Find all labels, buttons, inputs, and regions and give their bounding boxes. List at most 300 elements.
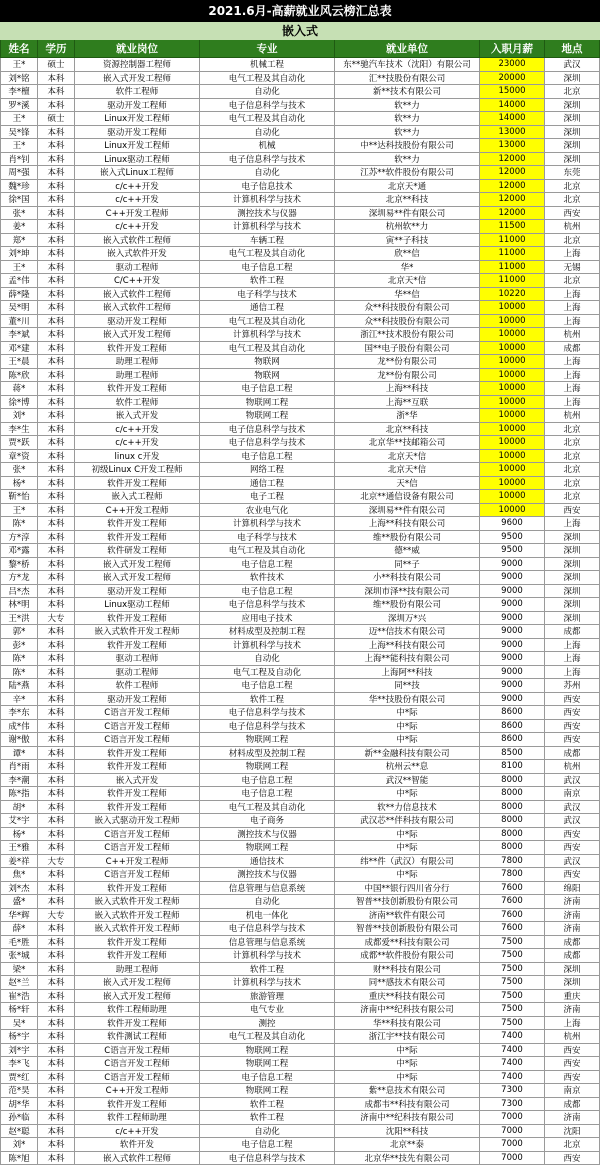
cell-name[interactable]: 董*川 — [0, 315, 38, 329]
cell-name[interactable]: 盛* — [0, 895, 38, 909]
cell-degree[interactable]: 本科 — [38, 234, 75, 248]
cell-location[interactable]: 武汉 — [545, 58, 600, 72]
cell-major[interactable]: 电气工程及其自动化 — [200, 112, 335, 126]
cell-location[interactable]: 济南 — [545, 922, 600, 936]
cell-major[interactable]: 电气工程及其自动化 — [200, 342, 335, 356]
cell-employer[interactable]: 东**驰汽车技术（沈阳）有限公司 — [335, 58, 480, 72]
cell-location[interactable]: 上海 — [545, 315, 600, 329]
cell-location[interactable]: 武汉 — [545, 855, 600, 869]
cell-degree[interactable]: 本科 — [38, 1071, 75, 1085]
cell-major[interactable]: 自动化 — [200, 126, 335, 140]
cell-position[interactable]: c/c++开发 — [75, 193, 200, 207]
cell-salary[interactable]: 7000 — [480, 1138, 545, 1152]
cell-employer[interactable]: 中国**银行四川省分行 — [335, 882, 480, 896]
cell-degree[interactable]: 本科 — [38, 207, 75, 221]
cell-name[interactable]: 毛*胜 — [0, 936, 38, 950]
cell-location[interactable]: 北京 — [545, 490, 600, 504]
cell-location[interactable]: 深圳 — [545, 571, 600, 585]
cell-employer[interactable]: 中*际 — [335, 841, 480, 855]
cell-major[interactable]: 电子信息工程 — [200, 261, 335, 275]
cell-employer[interactable]: 天*信 — [335, 477, 480, 491]
cell-name[interactable]: 吴* — [0, 1017, 38, 1031]
cell-salary[interactable]: 9000 — [480, 625, 545, 639]
cell-name[interactable]: 王*洪 — [0, 612, 38, 626]
cell-location[interactable]: 深圳 — [545, 139, 600, 153]
cell-position[interactable]: 驱动开发工程师 — [75, 99, 200, 113]
cell-salary[interactable]: 10220 — [480, 288, 545, 302]
cell-salary[interactable]: 11000 — [480, 247, 545, 261]
cell-location[interactable]: 上海 — [545, 517, 600, 531]
cell-salary[interactable]: 8600 — [480, 706, 545, 720]
cell-location[interactable]: 上海 — [545, 396, 600, 410]
cell-name[interactable]: 邓*露 — [0, 544, 38, 558]
cell-name[interactable]: 赵*聪 — [0, 1125, 38, 1139]
cell-degree[interactable]: 本科 — [38, 949, 75, 963]
cell-location[interactable]: 沈阳 — [545, 1125, 600, 1139]
cell-name[interactable]: 陈* — [0, 666, 38, 680]
cell-location[interactable]: 北京 — [545, 180, 600, 194]
cell-salary[interactable]: 8100 — [480, 760, 545, 774]
cell-position[interactable]: 软件开发工程师 — [75, 936, 200, 950]
cell-degree[interactable]: 本科 — [38, 679, 75, 693]
cell-location[interactable]: 济南 — [545, 1003, 600, 1017]
cell-location[interactable]: 北京 — [545, 274, 600, 288]
cell-degree[interactable]: 本科 — [38, 274, 75, 288]
cell-salary[interactable]: 10000 — [480, 409, 545, 423]
cell-position[interactable]: 软件开发工程师 — [75, 342, 200, 356]
cell-employer[interactable]: 成都韦**科技有限公司 — [335, 1098, 480, 1112]
cell-degree[interactable]: 本科 — [38, 1003, 75, 1017]
cell-degree[interactable]: 本科 — [38, 720, 75, 734]
cell-position[interactable]: 嵌入式开发 — [75, 409, 200, 423]
cell-position[interactable]: C语言开发工程师 — [75, 706, 200, 720]
cell-employer[interactable]: 华**信 — [335, 288, 480, 302]
cell-name[interactable]: 张* — [0, 463, 38, 477]
cell-position[interactable]: Linux开发工程师 — [75, 112, 200, 126]
cell-name[interactable]: 彭* — [0, 639, 38, 653]
cell-salary[interactable]: 7600 — [480, 922, 545, 936]
cell-name[interactable]: 华*辉 — [0, 909, 38, 923]
cell-major[interactable]: 物联网工程 — [200, 1084, 335, 1098]
cell-position[interactable]: C++开发工程师 — [75, 504, 200, 518]
cell-employer[interactable]: 国**电子股份有限公司 — [335, 342, 480, 356]
cell-name[interactable]: 郑* — [0, 234, 38, 248]
cell-salary[interactable]: 11000 — [480, 261, 545, 275]
cell-employer[interactable]: 欣**信 — [335, 247, 480, 261]
cell-position[interactable]: 嵌入式工程师 — [75, 490, 200, 504]
cell-degree[interactable]: 本科 — [38, 598, 75, 612]
cell-major[interactable]: 软件工程 — [200, 1098, 335, 1112]
cell-location[interactable]: 成都 — [545, 949, 600, 963]
cell-major[interactable]: 测控技术与仪器 — [200, 207, 335, 221]
cell-degree[interactable]: 本科 — [38, 936, 75, 950]
cell-major[interactable]: 通信工程 — [200, 477, 335, 491]
cell-location[interactable]: 成都 — [545, 936, 600, 950]
cell-employer[interactable]: 北京天*信 — [335, 450, 480, 464]
cell-major[interactable]: 自动化 — [200, 166, 335, 180]
cell-degree[interactable]: 本科 — [38, 571, 75, 585]
cell-location[interactable]: 深圳 — [545, 544, 600, 558]
cell-position[interactable]: 软件工程师 — [75, 396, 200, 410]
cell-salary[interactable]: 10000 — [480, 355, 545, 369]
cell-name[interactable]: 陈* — [0, 517, 38, 531]
cell-major[interactable]: 电气工程及其自动化 — [200, 315, 335, 329]
cell-salary[interactable]: 10000 — [480, 463, 545, 477]
cell-employer[interactable]: 深圳易**件有限公司 — [335, 207, 480, 221]
cell-employer[interactable]: 中*际 — [335, 720, 480, 734]
cell-position[interactable]: C语言开发工程师 — [75, 1057, 200, 1071]
cell-degree[interactable]: 大专 — [38, 855, 75, 869]
cell-employer[interactable]: 深圳易**件有限公司 — [335, 504, 480, 518]
cell-name[interactable]: 杨*轩 — [0, 1003, 38, 1017]
cell-major[interactable]: 机械工程 — [200, 58, 335, 72]
cell-degree[interactable]: 本科 — [38, 355, 75, 369]
cell-employer[interactable]: 深圳万*兴 — [335, 612, 480, 626]
cell-position[interactable]: 软件工程师助理 — [75, 1111, 200, 1125]
cell-major[interactable]: 物联网工程 — [200, 760, 335, 774]
cell-name[interactable]: 谢*傲 — [0, 733, 38, 747]
cell-name[interactable]: 肖*钊 — [0, 153, 38, 167]
cell-location[interactable]: 西安 — [545, 1057, 600, 1071]
cell-salary[interactable]: 7600 — [480, 909, 545, 923]
cell-salary[interactable]: 9000 — [480, 612, 545, 626]
cell-major[interactable]: 农业电气化 — [200, 504, 335, 518]
cell-name[interactable]: 王* — [0, 504, 38, 518]
cell-degree[interactable]: 本科 — [38, 882, 75, 896]
cell-name[interactable]: 陈* — [0, 652, 38, 666]
cell-major[interactable]: 自动化 — [200, 1125, 335, 1139]
cell-location[interactable]: 杭州 — [545, 1030, 600, 1044]
cell-name[interactable]: 孟*伟 — [0, 274, 38, 288]
cell-salary[interactable]: 11500 — [480, 220, 545, 234]
cell-location[interactable]: 上海 — [545, 652, 600, 666]
cell-employer[interactable]: 龙**份有限公司 — [335, 369, 480, 383]
cell-position[interactable]: 嵌入式软件开发 — [75, 247, 200, 261]
cell-major[interactable]: 电气工程及其自动化 — [200, 544, 335, 558]
cell-location[interactable]: 北京 — [545, 477, 600, 491]
cell-position[interactable]: C语言开发工程师 — [75, 1071, 200, 1085]
cell-salary[interactable]: 9600 — [480, 517, 545, 531]
cell-name[interactable]: 刘* — [0, 409, 38, 423]
cell-employer[interactable]: 杭州软**力 — [335, 220, 480, 234]
cell-position[interactable]: 软件开发工程师 — [75, 1017, 200, 1031]
cell-name[interactable]: 徐*国 — [0, 193, 38, 207]
cell-employer[interactable]: 上海**科技有限公司 — [335, 517, 480, 531]
cell-major[interactable]: 物联网工程 — [200, 733, 335, 747]
cell-degree[interactable]: 本科 — [38, 369, 75, 383]
cell-position[interactable]: C语言开发工程师 — [75, 868, 200, 882]
cell-location[interactable]: 杭州 — [545, 220, 600, 234]
cell-position[interactable]: C/C++开发 — [75, 274, 200, 288]
cell-major[interactable]: 物联网 — [200, 355, 335, 369]
cell-salary[interactable]: 9500 — [480, 544, 545, 558]
cell-major[interactable]: 电子信息科学与技术 — [200, 436, 335, 450]
cell-position[interactable]: 助理工程师 — [75, 355, 200, 369]
cell-degree[interactable]: 本科 — [38, 166, 75, 180]
cell-name[interactable]: 胡*华 — [0, 1098, 38, 1112]
cell-major[interactable]: 网络工程 — [200, 463, 335, 477]
cell-salary[interactable]: 9000 — [480, 585, 545, 599]
cell-employer[interactable]: 智普**技创新股份有限公司 — [335, 922, 480, 936]
cell-name[interactable]: 孙*临 — [0, 1111, 38, 1125]
cell-name[interactable]: 李*东 — [0, 706, 38, 720]
cell-major[interactable]: 电子工程 — [200, 490, 335, 504]
cell-position[interactable]: 嵌入式开发 — [75, 774, 200, 788]
cell-location[interactable]: 杭州 — [545, 328, 600, 342]
cell-major[interactable]: 电子信息工程 — [200, 1138, 335, 1152]
cell-degree[interactable]: 本科 — [38, 544, 75, 558]
cell-location[interactable]: 深圳 — [545, 126, 600, 140]
cell-location[interactable]: 西安 — [545, 1152, 600, 1165]
cell-salary[interactable]: 9000 — [480, 693, 545, 707]
cell-location[interactable]: 北京 — [545, 423, 600, 437]
col-header-major[interactable]: 专业 — [200, 40, 335, 58]
cell-location[interactable]: 无锡 — [545, 261, 600, 275]
cell-salary[interactable]: 7800 — [480, 855, 545, 869]
cell-location[interactable]: 深圳 — [545, 531, 600, 545]
cell-location[interactable]: 济南 — [545, 909, 600, 923]
cell-degree[interactable]: 本科 — [38, 801, 75, 815]
cell-major[interactable]: 电子信息科学与技术 — [200, 153, 335, 167]
cell-position[interactable]: 嵌入式驱动开发工程师 — [75, 814, 200, 828]
cell-salary[interactable]: 8500 — [480, 747, 545, 761]
cell-name[interactable]: 杨* — [0, 477, 38, 491]
cell-degree[interactable]: 大专 — [38, 909, 75, 923]
cell-major[interactable]: 车辆工程 — [200, 234, 335, 248]
cell-employer[interactable]: 软**力信息技术 — [335, 801, 480, 815]
cell-employer[interactable]: 德**威 — [335, 544, 480, 558]
cell-major[interactable]: 电子信息科学与技术 — [200, 1152, 335, 1165]
cell-employer[interactable]: 同**技 — [335, 679, 480, 693]
cell-degree[interactable]: 本科 — [38, 180, 75, 194]
cell-location[interactable]: 西安 — [545, 720, 600, 734]
cell-position[interactable]: 嵌入式开发工程师 — [75, 990, 200, 1004]
cell-name[interactable]: 姜* — [0, 220, 38, 234]
cell-employer[interactable]: 北京天*通 — [335, 180, 480, 194]
cell-degree[interactable]: 本科 — [38, 328, 75, 342]
cell-location[interactable]: 杭州 — [545, 760, 600, 774]
cell-location[interactable]: 西安 — [545, 693, 600, 707]
cell-name[interactable]: 薛*隆 — [0, 288, 38, 302]
cell-degree[interactable]: 本科 — [38, 693, 75, 707]
cell-major[interactable]: 电子信息工程 — [200, 1071, 335, 1085]
cell-degree[interactable]: 本科 — [38, 1017, 75, 1031]
cell-major[interactable]: 机电一体化 — [200, 909, 335, 923]
cell-name[interactable]: 黎*桥 — [0, 558, 38, 572]
cell-salary[interactable]: 10000 — [480, 369, 545, 383]
cell-degree[interactable]: 本科 — [38, 1138, 75, 1152]
cell-salary[interactable]: 23000 — [480, 58, 545, 72]
cell-position[interactable]: 软件开发工程师 — [75, 382, 200, 396]
cell-major[interactable]: 物联网工程 — [200, 396, 335, 410]
cell-degree[interactable]: 本科 — [38, 1125, 75, 1139]
col-header-position[interactable]: 就业岗位 — [75, 40, 200, 58]
cell-major[interactable]: 物联网工程 — [200, 1044, 335, 1058]
cell-location[interactable]: 成都 — [545, 625, 600, 639]
cell-employer[interactable]: 北京华**技先有限公司 — [335, 1152, 480, 1165]
cell-major[interactable]: 电气工程及其自动化 — [200, 801, 335, 815]
cell-salary[interactable]: 12000 — [480, 207, 545, 221]
cell-salary[interactable]: 7500 — [480, 963, 545, 977]
cell-name[interactable]: 张* — [0, 207, 38, 221]
cell-major[interactable]: 电气专业 — [200, 1003, 335, 1017]
cell-degree[interactable]: 本科 — [38, 193, 75, 207]
cell-position[interactable]: 软件开发工程师 — [75, 801, 200, 815]
cell-degree[interactable]: 本科 — [38, 1084, 75, 1098]
cell-degree[interactable]: 本科 — [38, 976, 75, 990]
col-header-employer[interactable]: 就业单位 — [335, 40, 480, 58]
cell-employer[interactable]: 中*际 — [335, 1044, 480, 1058]
cell-salary[interactable]: 10000 — [480, 504, 545, 518]
cell-location[interactable]: 深圳 — [545, 976, 600, 990]
cell-name[interactable]: 刘*铭 — [0, 72, 38, 86]
cell-position[interactable]: C语言开发工程师 — [75, 828, 200, 842]
cell-salary[interactable]: 7500 — [480, 1017, 545, 1031]
cell-degree[interactable]: 本科 — [38, 666, 75, 680]
cell-location[interactable]: 武汉 — [545, 814, 600, 828]
cell-position[interactable]: 软件开发工程师 — [75, 949, 200, 963]
cell-position[interactable]: 软件开发工程师 — [75, 787, 200, 801]
cell-salary[interactable]: 7500 — [480, 1003, 545, 1017]
cell-position[interactable]: C++开发工程师 — [75, 1084, 200, 1098]
cell-salary[interactable]: 10000 — [480, 301, 545, 315]
cell-degree[interactable]: 本科 — [38, 517, 75, 531]
cell-position[interactable]: c/c++开发 — [75, 180, 200, 194]
cell-name[interactable]: 陈*指 — [0, 787, 38, 801]
cell-name[interactable]: 陈*旭 — [0, 1152, 38, 1165]
cell-major[interactable]: 电气工程及其自动化 — [200, 72, 335, 86]
cell-position[interactable]: 软件测试工程师 — [75, 1030, 200, 1044]
cell-major[interactable]: 软件工程 — [200, 274, 335, 288]
cell-employer[interactable]: 软**力 — [335, 153, 480, 167]
cell-degree[interactable]: 本科 — [38, 72, 75, 86]
cell-major[interactable]: 电子信息科学与技术 — [200, 706, 335, 720]
cell-major[interactable]: 电子信息科学与技术 — [200, 99, 335, 113]
cell-employer[interactable]: 同**子 — [335, 558, 480, 572]
cell-location[interactable]: 上海 — [545, 639, 600, 653]
cell-major[interactable]: 材料成型及控制工程 — [200, 625, 335, 639]
cell-position[interactable]: 嵌入式软件工程师 — [75, 301, 200, 315]
cell-name[interactable]: 王* — [0, 58, 38, 72]
cell-degree[interactable]: 本科 — [38, 463, 75, 477]
cell-position[interactable]: 软件开发工程师 — [75, 612, 200, 626]
cell-employer[interactable]: 北京**科技 — [335, 423, 480, 437]
cell-position[interactable]: 嵌入式开发工程师 — [75, 976, 200, 990]
cell-salary[interactable]: 8000 — [480, 814, 545, 828]
cell-salary[interactable]: 9000 — [480, 652, 545, 666]
col-header-location[interactable]: 地点 — [545, 40, 600, 58]
cell-name[interactable]: 焦* — [0, 868, 38, 882]
cell-major[interactable]: 电子信息工程 — [200, 585, 335, 599]
cell-name[interactable]: 谭* — [0, 747, 38, 761]
cell-location[interactable]: 上海 — [545, 247, 600, 261]
cell-degree[interactable]: 本科 — [38, 990, 75, 1004]
cell-salary[interactable]: 10000 — [480, 396, 545, 410]
cell-location[interactable]: 上海 — [545, 301, 600, 315]
cell-location[interactable]: 南京 — [545, 1084, 600, 1098]
cell-major[interactable]: 电子信息工程 — [200, 679, 335, 693]
cell-degree[interactable]: 本科 — [38, 85, 75, 99]
cell-name[interactable]: 方*淳 — [0, 531, 38, 545]
cell-position[interactable]: 驱动开发工程师 — [75, 693, 200, 707]
cell-employer[interactable]: 北京**通信设备有限公司 — [335, 490, 480, 504]
cell-major[interactable]: 电子信息工程 — [200, 382, 335, 396]
cell-major[interactable]: 测控 — [200, 1017, 335, 1031]
cell-degree[interactable]: 本科 — [38, 1098, 75, 1112]
cell-salary[interactable]: 15000 — [480, 85, 545, 99]
cell-degree[interactable]: 本科 — [38, 625, 75, 639]
cell-salary[interactable]: 8000 — [480, 801, 545, 815]
cell-salary[interactable]: 7300 — [480, 1098, 545, 1112]
cell-employer[interactable]: 江苏**软件股份有限公司 — [335, 166, 480, 180]
cell-employer[interactable]: 汇**技股份有限公司 — [335, 72, 480, 86]
cell-name[interactable]: 魏*珍 — [0, 180, 38, 194]
cell-major[interactable]: 物联网工程 — [200, 1057, 335, 1071]
cell-major[interactable]: 电子信息科学与技术 — [200, 598, 335, 612]
cell-location[interactable]: 北京 — [545, 85, 600, 99]
cell-employer[interactable]: 紫**息技术有限公司 — [335, 1084, 480, 1098]
cell-location[interactable]: 深圳 — [545, 112, 600, 126]
cell-employer[interactable]: 小**科技有限公司 — [335, 571, 480, 585]
cell-salary[interactable]: 10000 — [480, 477, 545, 491]
cell-employer[interactable]: 上海**互联 — [335, 396, 480, 410]
cell-employer[interactable]: 浙江宇**技有限公司 — [335, 1030, 480, 1044]
cell-position[interactable]: c/c++开发 — [75, 436, 200, 450]
cell-name[interactable]: 范*昊 — [0, 1084, 38, 1098]
cell-degree[interactable]: 本科 — [38, 814, 75, 828]
cell-degree[interactable]: 本科 — [38, 639, 75, 653]
cell-position[interactable]: 软件开发工程师 — [75, 517, 200, 531]
cell-major[interactable]: 电子信息科学与技术 — [200, 423, 335, 437]
cell-degree[interactable]: 本科 — [38, 828, 75, 842]
cell-salary[interactable]: 9000 — [480, 558, 545, 572]
cell-degree[interactable]: 本科 — [38, 342, 75, 356]
cell-employer[interactable]: 重庆**科技有限公司 — [335, 990, 480, 1004]
cell-name[interactable]: 王* — [0, 261, 38, 275]
cell-degree[interactable]: 本科 — [38, 531, 75, 545]
cell-salary[interactable]: 10000 — [480, 315, 545, 329]
cell-employer[interactable]: 华**技股份有限公司 — [335, 693, 480, 707]
cell-location[interactable]: 西安 — [545, 1044, 600, 1058]
cell-major[interactable]: 计算机科学与技术 — [200, 193, 335, 207]
cell-degree[interactable]: 本科 — [38, 1044, 75, 1058]
cell-major[interactable]: 电子信息工程 — [200, 774, 335, 788]
cell-location[interactable]: 成都 — [545, 1098, 600, 1112]
cell-name[interactable]: 陈*欣 — [0, 369, 38, 383]
cell-location[interactable]: 武汉 — [545, 801, 600, 815]
cell-employer[interactable]: 北京天*信 — [335, 274, 480, 288]
cell-location[interactable]: 深圳 — [545, 153, 600, 167]
cell-position[interactable]: Linux驱动工程师 — [75, 153, 200, 167]
cell-degree[interactable]: 本科 — [38, 382, 75, 396]
cell-location[interactable]: 西安 — [545, 733, 600, 747]
cell-major[interactable]: 物联网 — [200, 369, 335, 383]
cell-salary[interactable]: 8000 — [480, 841, 545, 855]
cell-major[interactable]: 测控技术与仪器 — [200, 828, 335, 842]
cell-employer[interactable]: 北京**泰 — [335, 1138, 480, 1152]
cell-salary[interactable]: 7500 — [480, 976, 545, 990]
cell-position[interactable]: linux c开发 — [75, 450, 200, 464]
cell-salary[interactable]: 7400 — [480, 1057, 545, 1071]
cell-employer[interactable]: 同**感技术有限公司 — [335, 976, 480, 990]
cell-name[interactable]: 薛* — [0, 922, 38, 936]
cell-degree[interactable]: 本科 — [38, 963, 75, 977]
cell-major[interactable]: 通信技术 — [200, 855, 335, 869]
cell-location[interactable]: 深圳 — [545, 99, 600, 113]
cell-location[interactable]: 上海 — [545, 355, 600, 369]
cell-location[interactable]: 上海 — [545, 369, 600, 383]
cell-major[interactable]: 自动化 — [200, 895, 335, 909]
